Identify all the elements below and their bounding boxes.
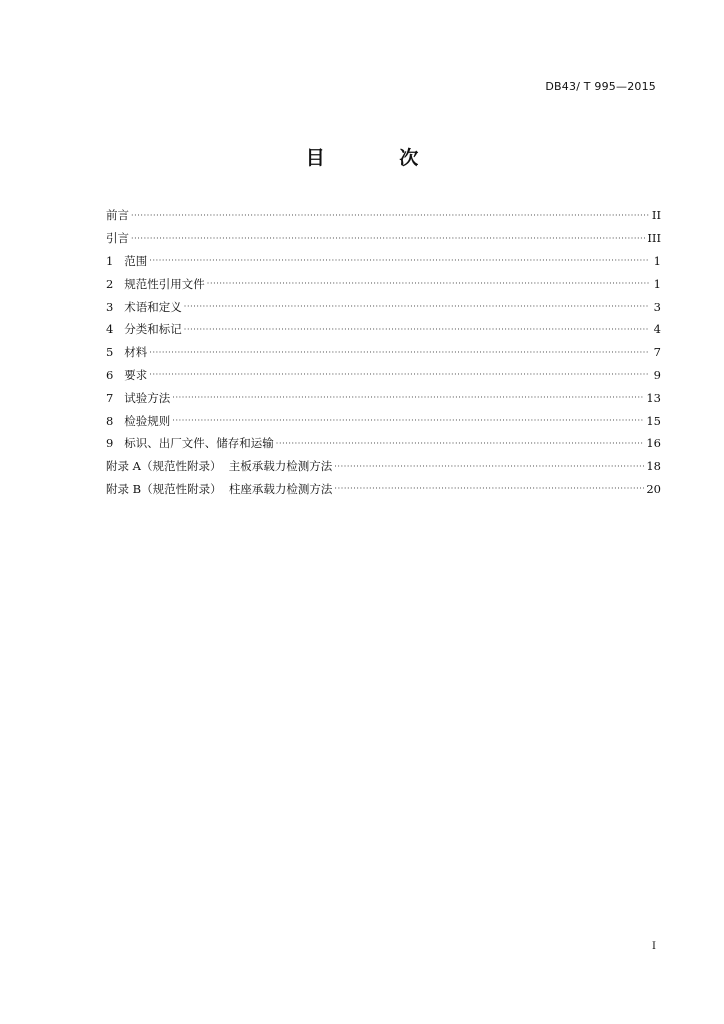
- toc-leader: [172, 416, 644, 425]
- toc-entry-scope[interactable]: [106, 250, 661, 273]
- toc-label: 前言: [106, 208, 129, 223]
- toc-page-number: 13: [646, 390, 661, 405]
- toc-leader: [276, 439, 645, 448]
- table-of-contents: [106, 204, 661, 500]
- standard-code: DB43/ T 995—2015: [545, 80, 656, 93]
- toc-page-number: 4: [653, 322, 661, 337]
- footer-page-number: I: [652, 941, 656, 952]
- toc-page-number: 7: [653, 345, 661, 360]
- toc-entry-terms-definitions[interactable]: [106, 295, 661, 318]
- toc-page-number: II: [651, 208, 661, 223]
- toc-leader: [184, 325, 649, 334]
- toc-page-number: III: [647, 231, 661, 246]
- toc-leader: [334, 462, 644, 471]
- toc-entry-introduction[interactable]: [106, 227, 661, 250]
- toc-leader: [172, 393, 644, 402]
- toc-leader: [149, 348, 649, 357]
- page-title: 目 次: [305, 147, 453, 169]
- toc-label: 8 检验规则: [106, 413, 171, 428]
- toc-label: 附录 B（规范性附录） 柱座承载力检测方法: [106, 481, 333, 496]
- toc-label: 附录 A（规范性附录） 主板承载力检测方法: [106, 459, 333, 474]
- toc-page-number: 16: [646, 436, 661, 451]
- toc-label: 6 要求: [106, 367, 148, 382]
- toc-label: 4 分类和标记: [106, 322, 182, 337]
- toc-entry-appendix-b[interactable]: [106, 478, 661, 501]
- toc-entry-test-methods[interactable]: [106, 386, 661, 409]
- toc-entry-inspection-rules[interactable]: [106, 409, 661, 432]
- toc-label: 5 材料: [106, 345, 148, 360]
- toc-entry-materials[interactable]: [106, 341, 661, 364]
- toc-label: 3 术语和定义: [106, 299, 182, 314]
- toc-label: 7 试验方法: [106, 390, 171, 405]
- toc-leader: [207, 279, 649, 288]
- toc-page-number: 18: [646, 459, 661, 474]
- toc-page-number: 1: [653, 276, 661, 291]
- toc-leader: [131, 234, 645, 243]
- toc-label: 1 范围: [106, 253, 148, 268]
- toc-label: 引言: [106, 231, 129, 246]
- toc-leader: [149, 370, 649, 379]
- toc-entry-classification[interactable]: [106, 318, 661, 341]
- toc-label: 9 标识、出厂文件、储存和运输: [106, 436, 274, 451]
- toc-entry-appendix-a[interactable]: [106, 455, 661, 478]
- toc-entry-marking-storage[interactable]: [106, 432, 661, 455]
- toc-label: 2 规范性引用文件: [106, 276, 205, 291]
- toc-entry-normative-references[interactable]: [106, 272, 661, 295]
- toc-page-number: 1: [653, 253, 661, 268]
- toc-leader: [131, 211, 649, 220]
- toc-entry-foreword[interactable]: [106, 204, 661, 227]
- toc-page-number: 15: [646, 413, 661, 428]
- toc-leader: [334, 484, 644, 493]
- toc-page-number: 9: [653, 367, 661, 382]
- toc-page-number: 20: [646, 481, 661, 496]
- toc-entry-requirements[interactable]: [106, 364, 661, 387]
- toc-leader: [149, 256, 649, 265]
- toc-page-number: 3: [653, 299, 661, 314]
- toc-leader: [184, 302, 649, 311]
